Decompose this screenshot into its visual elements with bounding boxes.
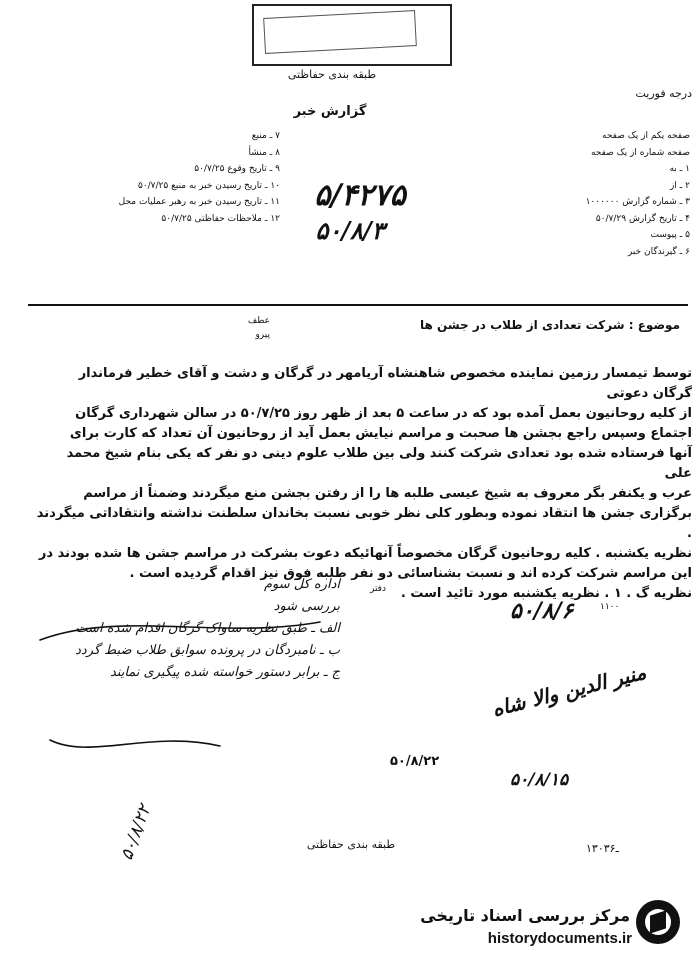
side-annotation: دفتر (370, 584, 386, 594)
body-line: نظریه یکشنبه . کلیه روحانیون گرگان مخصوصاً آنهائیکه دعوت بشرکت در مراسم جشن ها شده بودند در (38, 546, 692, 561)
body-line: آنها فرستاده شده بود تعدادی شرکت کنند ولی بین طلاب علوم دینی دو نفر که یکی بنام شیخ محمد علی (66, 446, 692, 481)
left-field: ۸ ـ منشأ (248, 147, 280, 158)
note-line: ب ـ نامبردگان در پرونده سوابق طلاب ضبط گردد (75, 643, 340, 658)
classification-bottom: طبقه بندی حفاظتی (306, 838, 396, 851)
note-line: بررسی شود (273, 599, 340, 614)
right-field: ۲ ـ از (669, 180, 690, 191)
note-line: اداره کل سوم (263, 577, 340, 592)
page-code: ۱۳۰ـ۳۶ (586, 842, 619, 855)
body-line: عرب و یکنفر بگر معروف به شیخ عیسی طلبه ها را از رفتن بجشن منع میگردند وضمناً از مراسم (83, 486, 692, 501)
left-field: ۹ ـ تاریخ وقوع ۵۰/۷/۲۵ (194, 164, 280, 174)
body-line: توسط تیمسار رزمین نماینده مخصوص شاهنشاه آریامهر در گرگان و دشت و آقای خطیر فرماندار گرگان دعوتی (78, 366, 692, 401)
handwritten-date: ۵۰/۸/۳ (315, 216, 385, 245)
left-field: ۱۲ ـ ملاحظات حفاظتی ۵۰/۷/۲۵ (161, 213, 280, 224)
urgency-label: درجه فوریت (635, 87, 692, 100)
stroke-line (40, 622, 320, 640)
left-field: ۱۰ ـ تاریخ رسیدن خبر به منبع ۵۰/۷/۲۵ (137, 180, 280, 191)
note-line: الف ـ طبق نظریه ساواک گرگان اقدام شده است (75, 621, 340, 636)
handwritten-number: ۵/۴۲۷۵ (314, 178, 406, 213)
body-line: برگزاری جشن ها انتقاد نموده وبطور کلی نظر خوبی نسبت بخاندان سلطنت نداشته وانتقاداتی میگردند . (36, 506, 692, 541)
right-field: صفحه شماره از یک صفحه (590, 147, 690, 158)
footer-banner (0, 886, 700, 967)
stroke-line (50, 740, 220, 747)
body-line: این مراسم شرکت کرده اند و نسبت بشناسائی دو نفر طلبه فوق نیز اقدام گردیده است . (129, 566, 692, 581)
subject-note-1: عطف (247, 316, 270, 326)
note-line: ج ـ برابر دستور خواسته شده پیگیری نمایند (109, 665, 340, 680)
stamp-code: ۱۱۰۰ (600, 602, 620, 612)
body-line: نظریه گ . ۱ . نظریه یکشنبه مورد تائید است . (400, 586, 692, 601)
body-line: اجتماع وسپس راجع بجشن ها صحبت و مراسم نیایش بعمل آید از روحانیون آن تعداد که کارت برای (69, 426, 692, 441)
right-field: ۶ ـ گیرندگان خبر (627, 246, 690, 257)
banner-title: مرکز بررسی اسناد تاریخی (420, 906, 630, 925)
page-title: گزارش خبر (293, 104, 367, 119)
handwritten-bottom-date: ۵۰/۸/۱۵ (510, 770, 569, 790)
left-field: ۱۱ ـ تاریخ رسیدن خبر به رهبر عملیات محل (118, 197, 280, 207)
right-field: ۳ ـ شماره گزارش ۱۰۰۰۰۰۰ (585, 197, 690, 207)
body-line: از کلیه روحانیون بعمل آمده بود که در ساعت ۵ بعد از ظهر روز ۵۰/۷/۲۵ در سالن شهرداری گرگان (75, 406, 692, 421)
subject-note-2: پیرو (255, 330, 270, 340)
left-field: ۷ ـ منبع (251, 131, 280, 141)
stamp-bottom-date: ۵۰/۸/۲۲ (390, 754, 440, 769)
right-field: صفحه یکم از یک صفحه (602, 131, 690, 141)
classification-top: طبقه بندی حفاظتی (287, 68, 377, 81)
right-field: ۴ ـ تاریخ گزارش ۵۰/۷/۲۹ (595, 213, 690, 224)
subject-label: موضوع : (628, 318, 680, 332)
signature: منیر الدین والا شاه (489, 659, 649, 722)
left-bottom-date: ۵۰/۸/۲۲ (116, 802, 156, 864)
banner-url[interactable]: historydocuments.ir (487, 930, 632, 947)
right-field: ۱ ـ به (669, 164, 690, 174)
stamp-date: ۵۰/۸/۶ (510, 598, 574, 624)
right-field: ۵ ـ پیوست (650, 230, 690, 240)
subject-value: شرکت تعدادی از طلاب در جشن ها (420, 318, 625, 332)
